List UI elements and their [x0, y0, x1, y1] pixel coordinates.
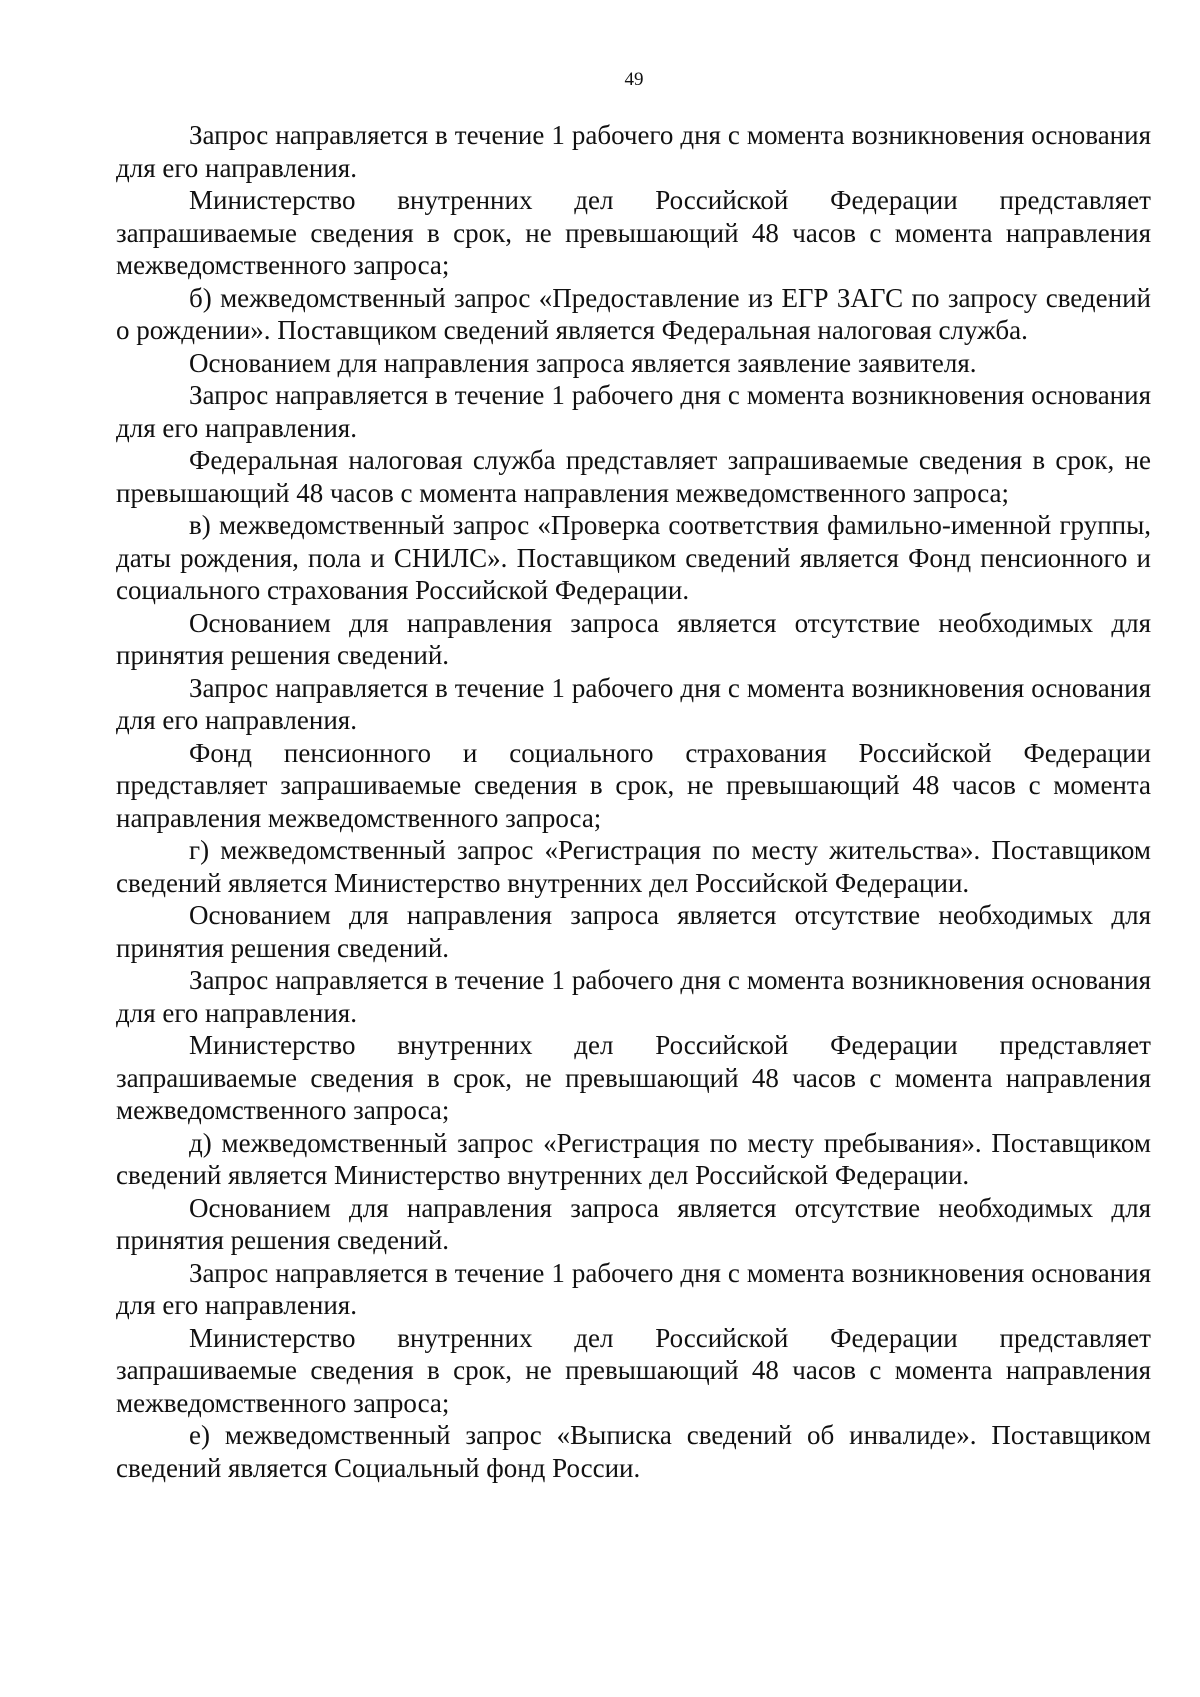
paragraph-fns-response: Федеральная налоговая служба представляет запрашиваемые сведения в срок, не превышающий 48 часов с момента направления межведомственного запроса; — [116, 445, 1151, 508]
document-body — [116, 119, 1151, 1484]
paragraph-mvd-response-2: Министерство внутренних дел Российской Федерации представляет запрашиваемые сведения в срок, не превышающий 48 часов с момента направления межведомственного запроса; — [116, 1030, 1151, 1125]
paragraph-query-term-3: Запрос направляется в течение 1 рабочего дня с момента возникновения основания для его направления. — [116, 672, 1151, 735]
paragraph-item-v: в) межведомственный запрос «Проверка соответствия фамильно-именной группы, даты рождения, пола и СНИЛС». Поставщиком сведений является Фонд пенсионного и социального страхования Российской Федерации. — [116, 510, 1151, 605]
paragraph-query-term-2: Запрос направляется в течение 1 рабочего дня с момента возникновения основания для его направления. — [116, 380, 1151, 443]
paragraph-mvd-response-1: Министерство внутренних дел Российской Федерации представляет запрашиваемые сведения в срок, не превышающий 48 часов с момента направления межведомственного запроса; — [116, 185, 1151, 280]
paragraph-basis-missing-1: Основанием для направления запроса является отсутствие необходимых для принятия решения сведений. — [116, 607, 1151, 670]
paragraph-mvd-response-3: Министерство внутренних дел Российской Федерации представляет запрашиваемые сведения в срок, не превышающий 48 часов с момента направления межведомственного запроса; — [116, 1322, 1151, 1418]
paragraph-item-b: б) межведомственный запрос «Предоставление из ЕГР ЗАГС по запросу сведений о рождении». Поставщиком сведений является Федеральная налоговая служба. — [116, 282, 1151, 345]
paragraph-sfr-response: Фонд пенсионного и социального страхования Российской Федерации представляет запрашиваемые сведения в срок, не превышающий 48 часов с момента направления межведомственного запроса; — [116, 737, 1151, 833]
paragraph-query-term-1: Запрос направляется в течение 1 рабочего дня с момента возникновения основания для его направления. — [116, 120, 1151, 183]
paragraph-basis-application: Основанием для направления запроса является заявление заявителя. — [189, 347, 977, 378]
paragraph-item-e: е) межведомственный запрос «Выписка сведений об инвалиде». Поставщиком сведений является Социальный фонд России. — [116, 1420, 1151, 1483]
paragraph-query-term-4: Запрос направляется в течение 1 рабочего дня с момента возникновения основания для его направления. — [116, 965, 1151, 1028]
paragraph-item-g: г) межведомственный запрос «Регистрация по месту жительства». Поставщиком сведений является Министерство внутренних дел Российской Федерации. — [116, 835, 1151, 898]
page-number: 49 — [624, 69, 644, 90]
paragraph-basis-missing-2: Основанием для направления запроса является отсутствие необходимых для принятия решения сведений. — [116, 900, 1151, 963]
paragraph-basis-missing-3: Основанием для направления запроса является отсутствие необходимых для принятия решения сведений. — [116, 1192, 1151, 1255]
paragraph-item-d: д) межведомственный запрос «Регистрация по месту пребывания». Поставщиком сведений является Министерство внутренних дел Российской Федерации. — [116, 1127, 1151, 1190]
paragraph-query-term-5: Запрос направляется в течение 1 рабочего дня с момента возникновения основания для его направления. — [116, 1257, 1151, 1320]
